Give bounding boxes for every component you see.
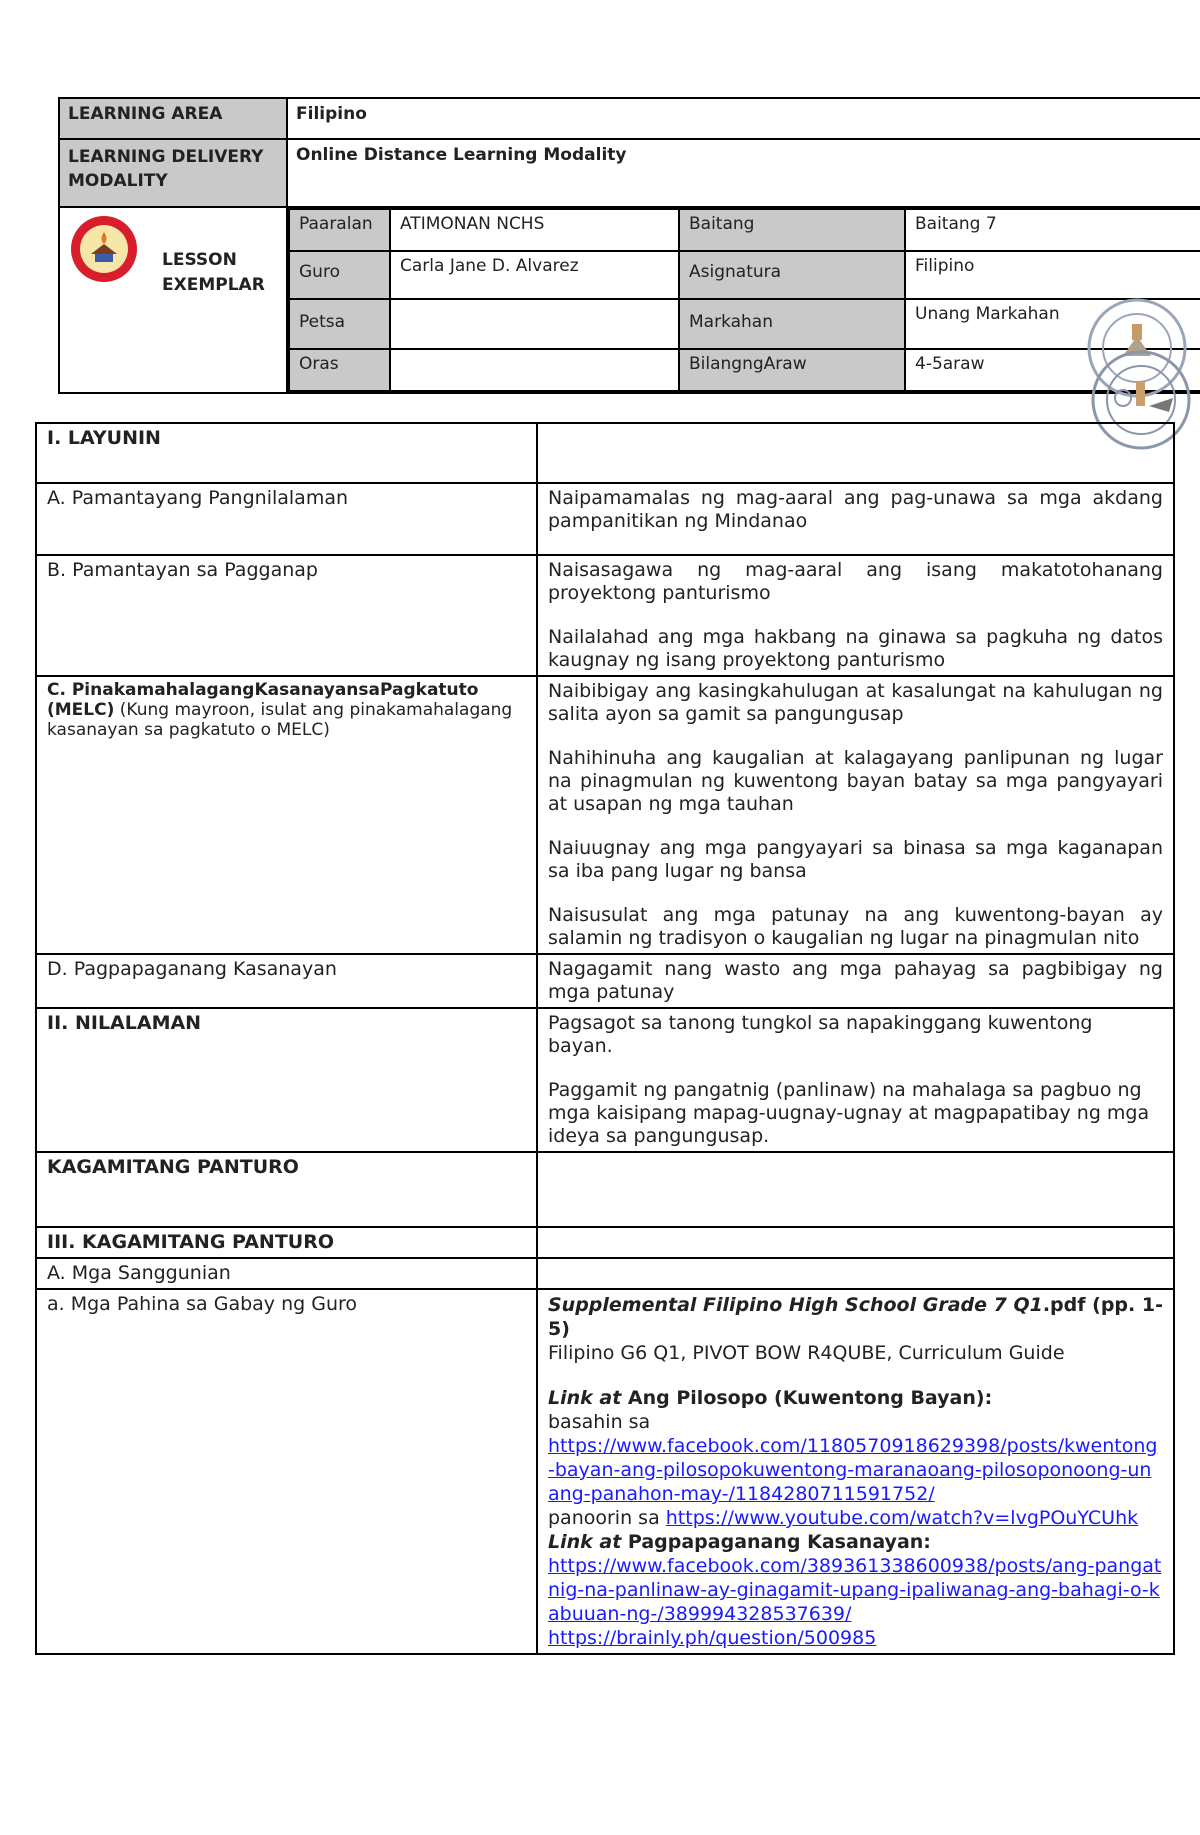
melc-text-3: Naiuugnay ang mga pangyayari sa binasa sa mga kaganapan sa iba pang lugar ng bansa [548,837,1163,882]
melc-text-1: Naibibigay ang kasingkahulugan at kasalungat na kahulugan ng salita ayon sa gamit sa pangungusap [548,680,1163,725]
pamantayang-pangnilalaman-label: A. Pamantayang Pangnilalaman [36,483,537,555]
link2-heading [548,1530,1163,1554]
link2-label-italic: Link at [548,1531,622,1553]
nilalaman-text-2: Paggamit ng pangatnig (panlinaw) na mahalaga sa pagbuo ng mga kaisipang mapag-uugnay-ugnay at magpapatibay ng mga ideya sa pangungusap. [548,1079,1150,1147]
nilalaman-cell [537,1008,1174,1152]
baitang-label: Baitang [679,209,905,251]
bilang-label: BilangngAraw [679,349,905,391]
link1-label-rest: Ang Pilosopo (Kuwentong Bayan): [621,1387,993,1409]
paaralan-value: ATIMONAN NCHS [390,209,679,251]
melc-cell [537,676,1174,954]
panoorin-line [548,1506,1163,1530]
petsa-label: Petsa [289,299,390,349]
layunin-heading: I. LAYUNIN [36,423,537,483]
pagganap-text-1: Naisasagawa ng mag-aaral ang isang makatotohanang proyektong panturismo [548,559,1163,604]
ref-title-rest: .pdf (pp. 1-5) [548,1294,1163,1340]
brainly-link[interactable]: https://brainly.ph/question/500985 [548,1627,877,1649]
melc-text-4: Naisusulat ang mga patunay na ang kuwentong-bayan ay salamin ng tradisyon o kaugalian ng lugar na pinagmulan nito [548,904,1163,949]
nilalaman-heading: II. NILALAMAN [36,1008,537,1152]
paaralan-label: Paaralan [289,209,390,251]
panoorin-text: panoorin sa [548,1507,666,1529]
melc-label-bold: C. PinakamahalagangKasanayansaPagkatuto (MELC) [47,680,479,720]
bilang-value: 4-5araw [905,349,1200,391]
melc-label-rest: (Kung mayroon, isulat ang pinakamahalagang kasanayan sa pagkatuto o MELC) [47,700,513,740]
link2-label-rest: Pagpapaganang Kasanayan: [621,1531,931,1553]
pagganap-text-2: Nailalahad ang mga hakbang na ginawa sa pagkuha ng datos kaugnay ng isang proyektong panturismo [548,626,1163,671]
info-table [288,208,1200,392]
lesson-exemplar-label: LESSON EXEMPLAR [162,250,265,295]
youtube-link[interactable]: https://www.youtube.com/watch?v=lvgPOuYCUhk [665,1507,1139,1529]
lesson-exemplar-cell [59,207,287,393]
references-cell [537,1289,1174,1654]
ref-title-line [548,1293,1163,1341]
markahan-value: Unang Markahan [905,299,1200,349]
asignatura-value: Filipino [905,251,1200,299]
lesson-plan-table [35,422,1175,1655]
kagamitang-panturo-empty [537,1152,1174,1227]
asignatura-label: Asignatura [679,251,905,299]
pagpapaganang-text: Nagagamit nang wasto ang mga pahayag sa pagbibigay ng mga patunay [537,954,1174,1008]
iii-kagamitang-panturo-heading: III. KAGAMITANG PANTURO [36,1227,537,1258]
pagpapaganang-label: D. Pagpapaganang Kasanayan [36,954,537,1008]
link1-label-italic: Link at [548,1387,622,1409]
pahina-gabay-label: a. Mga Pahina sa Gabay ng Guro [36,1289,537,1654]
iii-empty [537,1227,1174,1258]
melc-label-cell [36,676,537,954]
pamantayang-pangnilalaman-text: Naipamamalas ng mag-aaral ang pag-unawa sa mga akdang pampanitikan ng Mindanao [537,483,1174,555]
pamantayan-pagganap-label: B. Pamantayan sa Pagganap [36,555,537,676]
guro-value: Carla Jane D. Alvarez [390,251,679,299]
sanggunian-label: A. Mga Sanggunian [36,1258,537,1289]
school-logo [69,214,139,284]
modality-label: LEARNING DELIVERY MODALITY [59,139,287,207]
facebook-link-2[interactable]: https://www.facebook.com/389361338600938/posts/ang-pangatnig-na-panlinaw-ay-ginagamit-upang-ipaliwanag-ang-bahagi-o-kabuuan-ng-/389994328537639/ [548,1555,1162,1625]
modality-value: Online Distance Learning Modality [287,139,1200,207]
markahan-label: Markahan [679,299,905,349]
baitang-value: Baitang 7 [905,209,1200,251]
info-cell [287,207,1200,393]
oras-label: Oras [289,349,390,391]
kagamitang-panturo-heading: KAGAMITANG PANTURO [36,1152,537,1227]
nilalaman-text-1: Pagsagot sa tanong tungkol sa napakinggang kuwentong bayan. [548,1012,1093,1057]
header-table [58,97,1200,394]
melc-text-2: Nahihinuha ang kaugalian at kalagayang panlipunan ng lugar na pinagmulan ng kuwentong bayan batay sa mga pangyayari at usapan ng mga tauhan [548,747,1163,815]
sanggunian-empty [537,1258,1174,1289]
petsa-value [390,299,679,349]
layunin-empty [537,423,1174,483]
basahin-text: basahin sa [548,1411,651,1433]
facebook-link-1[interactable]: https://www.facebook.com/1180570918629398/posts/kwentong-bayan-ang-pilosopokuwentong-maranaoang-pilosoponoong-unang-panahon-may-/1184280711591752/ [548,1435,1158,1505]
link1-heading [548,1386,1163,1410]
ref-title: Supplemental Filipino High School Grade 7 Q1 [548,1294,1043,1316]
ref-line-2: Filipino G6 Q1, PIVOT BOW R4QUBE, Curriculum Guide [548,1342,1065,1364]
oras-value [390,349,679,391]
guro-label: Guro [289,251,390,299]
learning-area-label: LEARNING AREA [59,98,287,139]
pamantayan-pagganap-cell [537,555,1174,676]
learning-area-value: Filipino [287,98,1200,139]
